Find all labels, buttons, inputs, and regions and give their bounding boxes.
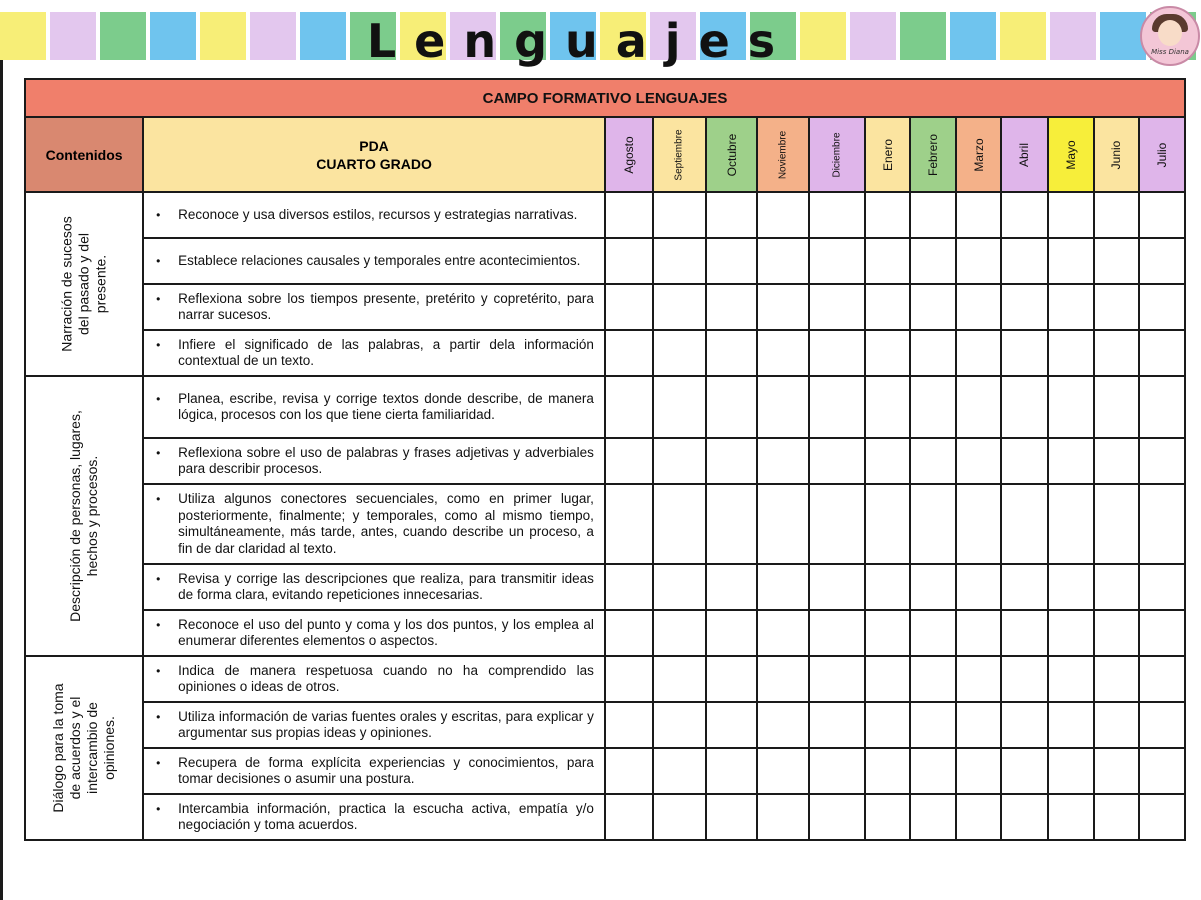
month-check-cell[interactable] (605, 484, 653, 564)
bullet-icon: • (156, 663, 161, 678)
month-check-cell[interactable] (706, 484, 757, 564)
month-check-cell[interactable] (605, 748, 653, 794)
month-check-cell[interactable] (910, 284, 956, 330)
month-check-cell[interactable] (1139, 794, 1185, 840)
month-check-cell[interactable] (956, 376, 1001, 438)
contenido-title-line: Narración de sucesos (58, 216, 75, 352)
contenido-title-line: intercambio de (84, 702, 101, 794)
month-check-cell[interactable] (1139, 284, 1185, 330)
month-check-cell[interactable] (910, 192, 956, 238)
month-check-cell[interactable] (605, 192, 653, 238)
pda-text: Reflexiona sobre el uso de palabras y frases adjetivas y adverbiales para describir procesos. (178, 444, 594, 476)
month-check-cell[interactable] (757, 284, 809, 330)
month-check-cell[interactable] (1139, 656, 1185, 702)
month-label: Julio (1154, 142, 1169, 167)
pda-cell (143, 330, 605, 376)
month-check-cell[interactable] (706, 702, 757, 748)
month-check-cell[interactable] (706, 330, 757, 376)
table-row (25, 794, 1185, 840)
month-check-cell[interactable] (809, 438, 865, 484)
contenido-cell (25, 192, 143, 376)
header-strip-square (1000, 12, 1046, 60)
header-strip-square (1050, 12, 1096, 60)
month-check-cell[interactable] (706, 564, 757, 610)
month-header-6 (910, 117, 956, 192)
avatar-logo (1140, 6, 1200, 66)
month-check-cell[interactable] (1139, 438, 1185, 484)
planning-table (24, 78, 1186, 841)
month-check-cell[interactable] (757, 564, 809, 610)
header-strip-square (250, 12, 296, 60)
contenido-title-line: hechos y procesos. (84, 455, 101, 577)
month-check-cell[interactable] (1001, 484, 1047, 564)
month-check-cell[interactable] (757, 376, 809, 438)
month-check-cell[interactable] (865, 438, 910, 484)
month-check-cell[interactable] (653, 284, 706, 330)
pda-cell (143, 656, 605, 702)
pda-text: Reconoce y usa diversos estilos, recursos y estrategias narrativas. (178, 206, 578, 222)
month-header-5 (865, 117, 910, 192)
month-check-cell[interactable] (809, 238, 865, 284)
month-check-cell[interactable] (653, 238, 706, 284)
month-check-cell[interactable] (757, 484, 809, 564)
month-check-cell[interactable] (706, 794, 757, 840)
month-check-cell[interactable] (809, 610, 865, 656)
month-check-cell[interactable] (1001, 238, 1047, 284)
month-header-1 (653, 117, 706, 192)
pda-text: Recupera de forma explícita experiencias y conocimientos, para tomar decisiones o asumir una postura. (178, 754, 594, 786)
table-row (25, 330, 1185, 376)
month-check-cell[interactable] (956, 238, 1001, 284)
contenido-cell (25, 656, 143, 840)
month-check-cell[interactable] (1094, 610, 1139, 656)
pda-text: Reflexiona sobre los tiempos presente, pretérito y copretérito, para narrar sucesos. (178, 290, 594, 322)
pda-cell (143, 284, 605, 330)
table-row (25, 484, 1185, 564)
month-check-cell[interactable] (910, 748, 956, 794)
month-check-cell[interactable] (956, 438, 1001, 484)
month-check-cell[interactable] (706, 610, 757, 656)
month-check-cell[interactable] (757, 610, 809, 656)
contenido-title-line: opiniones. (101, 716, 118, 780)
month-check-cell[interactable] (605, 438, 653, 484)
month-check-cell[interactable] (910, 656, 956, 702)
bullet-icon: • (156, 755, 161, 770)
pda-cell (143, 192, 605, 238)
month-check-cell[interactable] (605, 376, 653, 438)
bullet-icon: • (156, 617, 161, 632)
pda-cell (143, 238, 605, 284)
month-check-cell[interactable] (706, 192, 757, 238)
month-check-cell[interactable] (809, 192, 865, 238)
month-check-cell[interactable] (956, 192, 1001, 238)
month-check-cell[interactable] (910, 238, 956, 284)
month-check-cell[interactable] (1094, 794, 1139, 840)
month-check-cell[interactable] (956, 564, 1001, 610)
pda-cell (143, 748, 605, 794)
month-check-cell[interactable] (809, 484, 865, 564)
month-check-cell[interactable] (809, 330, 865, 376)
month-header-11 (1139, 117, 1185, 192)
month-check-cell[interactable] (1001, 376, 1047, 438)
bullet-icon: • (156, 291, 161, 306)
pda-header (143, 117, 605, 192)
month-check-cell[interactable] (809, 376, 865, 438)
month-check-cell[interactable] (757, 330, 809, 376)
month-check-cell[interactable] (910, 564, 956, 610)
month-check-cell[interactable] (653, 484, 706, 564)
month-check-cell[interactable] (956, 484, 1001, 564)
month-check-cell[interactable] (1048, 656, 1094, 702)
month-check-cell[interactable] (956, 284, 1001, 330)
month-check-cell[interactable] (809, 702, 865, 748)
month-label: Mayo (1063, 139, 1078, 170)
table-row (25, 238, 1185, 284)
bullet-icon: • (156, 337, 161, 352)
month-check-cell[interactable] (910, 438, 956, 484)
bullet-icon: • (156, 207, 161, 222)
month-header-7 (956, 117, 1001, 192)
month-check-cell[interactable] (910, 610, 956, 656)
month-check-cell[interactable] (1048, 748, 1094, 794)
bullet-icon: • (156, 391, 161, 406)
month-check-cell[interactable] (757, 748, 809, 794)
month-check-cell[interactable] (865, 610, 910, 656)
table-row (25, 192, 1185, 238)
month-check-cell[interactable] (1094, 656, 1139, 702)
month-check-cell[interactable] (605, 656, 653, 702)
pda-text: Utiliza información de varias fuentes orales y escritas, para explicar y argumentar sus propias ideas y opiniones. (178, 708, 594, 740)
month-check-cell[interactable] (757, 794, 809, 840)
month-check-cell[interactable] (706, 376, 757, 438)
month-check-cell[interactable] (1048, 330, 1094, 376)
pda-cell (143, 438, 605, 484)
month-check-cell[interactable] (653, 794, 706, 840)
month-label: Junio (1109, 140, 1124, 169)
month-check-cell[interactable] (1001, 438, 1047, 484)
contenido-title-line: presente. (92, 254, 109, 314)
month-check-cell[interactable] (1001, 192, 1047, 238)
bullet-icon: • (156, 253, 161, 268)
month-header-0 (605, 117, 653, 192)
month-check-cell[interactable] (1139, 610, 1185, 656)
month-header-3 (757, 117, 809, 192)
month-check-cell[interactable] (605, 564, 653, 610)
month-check-cell[interactable] (865, 238, 910, 284)
month-check-cell[interactable] (1139, 330, 1185, 376)
month-label: Marzo (971, 137, 986, 172)
month-check-cell[interactable] (757, 702, 809, 748)
month-check-cell[interactable] (706, 656, 757, 702)
month-check-cell[interactable] (653, 656, 706, 702)
month-header-2 (706, 117, 757, 192)
contenido-title-line: Diálogo para la toma (50, 683, 67, 813)
month-check-cell[interactable] (1139, 238, 1185, 284)
month-check-cell[interactable] (653, 192, 706, 238)
month-check-cell[interactable] (865, 284, 910, 330)
header-strip-square (850, 12, 896, 60)
month-check-cell[interactable] (653, 376, 706, 438)
month-label: Enero (880, 138, 895, 171)
month-header-9 (1048, 117, 1094, 192)
month-check-cell[interactable] (706, 284, 757, 330)
contenido-cell (25, 376, 143, 656)
avatar-face (1158, 20, 1182, 46)
month-check-cell[interactable] (1001, 794, 1047, 840)
table-row (25, 284, 1185, 330)
pda-text: Establece relaciones causales y temporales entre acontecimientos. (178, 252, 581, 268)
month-check-cell[interactable] (1048, 484, 1094, 564)
month-check-cell[interactable] (1139, 376, 1185, 438)
month-check-cell[interactable] (1001, 702, 1047, 748)
pda-cell (143, 376, 605, 438)
pda-header-line1: PDA (359, 137, 389, 154)
month-check-cell[interactable] (809, 564, 865, 610)
month-check-cell[interactable] (1048, 376, 1094, 438)
month-check-cell[interactable] (757, 192, 809, 238)
month-check-cell[interactable] (956, 748, 1001, 794)
bullet-icon: • (156, 492, 161, 506)
month-check-cell[interactable] (809, 656, 865, 702)
header-strip-square (50, 12, 96, 60)
month-check-cell[interactable] (956, 656, 1001, 702)
month-check-cell[interactable] (956, 610, 1001, 656)
month-check-cell[interactable] (910, 702, 956, 748)
month-label: Febrero (926, 133, 941, 176)
month-check-cell[interactable] (653, 438, 706, 484)
month-check-cell[interactable] (1094, 484, 1139, 564)
pda-text: Intercambia información, practica la escucha activa, empatía y/o negociación y toma acuerdos. (178, 800, 594, 832)
month-check-cell[interactable] (1139, 484, 1185, 564)
month-check-cell[interactable] (605, 702, 653, 748)
month-label: Octubre (724, 133, 739, 176)
month-check-cell[interactable] (1001, 748, 1047, 794)
contenido-title-line: del pasado y del (75, 233, 92, 335)
month-check-cell[interactable] (1048, 794, 1094, 840)
contenido-title (50, 683, 118, 812)
month-check-cell[interactable] (1001, 656, 1047, 702)
month-check-cell[interactable] (1094, 564, 1139, 610)
month-check-cell[interactable] (910, 794, 956, 840)
month-check-cell[interactable] (865, 794, 910, 840)
header-strip-square (950, 12, 996, 60)
month-check-cell[interactable] (1094, 438, 1139, 484)
month-check-cell[interactable] (605, 238, 653, 284)
pda-cell (143, 484, 605, 564)
pda-cell (143, 610, 605, 656)
month-check-cell[interactable] (653, 748, 706, 794)
month-check-cell[interactable] (1001, 564, 1047, 610)
month-check-cell[interactable] (1094, 376, 1139, 438)
pda-text: Reconoce el uso del punto y coma y los dos puntos, y los emplea al enumerar diferentes elementos o aspectos. (178, 616, 594, 648)
month-label: Diciembre (831, 131, 843, 178)
bullet-icon: • (156, 445, 161, 460)
month-check-cell[interactable] (653, 702, 706, 748)
month-check-cell[interactable] (809, 284, 865, 330)
contenido-title-line: de acuerdos y el (67, 696, 84, 800)
header-strip-square (150, 12, 196, 60)
month-check-cell[interactable] (865, 656, 910, 702)
month-check-cell[interactable] (1048, 438, 1094, 484)
month-check-cell[interactable] (1094, 330, 1139, 376)
contenido-title (59, 216, 110, 351)
month-header-8 (1001, 117, 1047, 192)
month-check-cell[interactable] (1094, 192, 1139, 238)
month-check-cell[interactable] (1139, 564, 1185, 610)
month-check-cell[interactable] (1048, 192, 1094, 238)
month-check-cell[interactable] (956, 702, 1001, 748)
month-check-cell[interactable] (1094, 284, 1139, 330)
bullet-icon: • (156, 571, 161, 586)
month-check-cell[interactable] (865, 564, 910, 610)
table-row (25, 702, 1185, 748)
month-check-cell[interactable] (605, 330, 653, 376)
pda-cell (143, 564, 605, 610)
month-check-cell[interactable] (653, 610, 706, 656)
month-check-cell[interactable] (1094, 238, 1139, 284)
table-row (25, 656, 1185, 702)
table-row (25, 438, 1185, 484)
table-row (25, 748, 1185, 794)
month-check-cell[interactable] (865, 376, 910, 438)
table-row (25, 564, 1185, 610)
header-strip-square (900, 12, 946, 60)
header-strip-square (0, 12, 46, 60)
month-check-cell[interactable] (706, 748, 757, 794)
month-check-cell[interactable] (865, 484, 910, 564)
campo-formativo-header: CAMPO FORMATIVO LENGUAJES (25, 79, 1185, 117)
pda-text: Utiliza algunos conectores secuenciales, como en primer lugar, posteriormente, finalmente; y temporales, como al mismo tiempo, simultáneamente, más tarde, antes, cuando describe un proceso, a fin de dar claridad al texto. (178, 491, 594, 556)
month-check-cell[interactable] (956, 330, 1001, 376)
month-check-cell[interactable] (757, 656, 809, 702)
header-strip-square (100, 12, 146, 60)
contenido-title (67, 410, 101, 622)
month-header-10 (1094, 117, 1139, 192)
month-check-cell[interactable] (1048, 238, 1094, 284)
month-check-cell[interactable] (605, 794, 653, 840)
month-check-cell[interactable] (865, 192, 910, 238)
month-check-cell[interactable] (1139, 192, 1185, 238)
pda-text: Indica de manera respetuosa cuando no ha comprendido las opiniones o ideas de otros. (178, 662, 594, 694)
month-check-cell[interactable] (865, 330, 910, 376)
month-check-cell[interactable] (865, 702, 910, 748)
month-header-4 (809, 117, 865, 192)
contenido-title-line: Descripción de personas, lugares, (67, 410, 84, 622)
pda-text: Planea, escribe, revisa y corrige textos donde describe, de manera lógica, procesos con los que tiene cierta familiaridad. (178, 390, 594, 422)
table-row (25, 610, 1185, 656)
pda-header-line2: CUARTO GRADO (316, 155, 432, 172)
month-check-cell[interactable] (706, 438, 757, 484)
header-strip-square (300, 12, 346, 60)
month-label: Abril (1017, 142, 1032, 167)
logo-name: Miss Diana (1151, 48, 1189, 56)
month-check-cell[interactable] (1139, 702, 1185, 748)
month-check-cell[interactable] (1048, 284, 1094, 330)
month-check-cell[interactable] (1048, 610, 1094, 656)
month-check-cell[interactable] (956, 794, 1001, 840)
month-check-cell[interactable] (809, 794, 865, 840)
month-check-cell[interactable] (757, 238, 809, 284)
table-row (25, 376, 1185, 438)
month-check-cell[interactable] (865, 748, 910, 794)
left-border (0, 60, 3, 900)
month-check-cell[interactable] (1139, 748, 1185, 794)
month-check-cell[interactable] (910, 484, 956, 564)
header-strip-square (800, 12, 846, 60)
month-check-cell[interactable] (605, 610, 653, 656)
month-check-cell[interactable] (1094, 702, 1139, 748)
month-check-cell[interactable] (1001, 610, 1047, 656)
month-check-cell[interactable] (653, 564, 706, 610)
header-strip-square (200, 12, 246, 60)
pda-text: Revisa y corrige las descripciones que realiza, para transmitir ideas de forma clara, evitando repeticiones innecesarias. (178, 570, 594, 602)
month-check-cell[interactable] (1094, 748, 1139, 794)
month-check-cell[interactable] (1001, 284, 1047, 330)
month-check-cell[interactable] (757, 438, 809, 484)
pda-text: Infiere el significado de las palabras, a partir dela información contextual de un texto. (178, 336, 594, 368)
month-check-cell[interactable] (653, 330, 706, 376)
month-check-cell[interactable] (910, 376, 956, 438)
month-label: Noviembre (777, 130, 789, 179)
pda-cell (143, 794, 605, 840)
month-check-cell[interactable] (605, 284, 653, 330)
contenidos-header: Contenidos (25, 117, 143, 192)
month-check-cell[interactable] (1048, 702, 1094, 748)
pda-cell (143, 702, 605, 748)
page-title: Lenguajes (366, 14, 794, 68)
month-check-cell[interactable] (1048, 564, 1094, 610)
month-check-cell[interactable] (706, 238, 757, 284)
month-label: Septiembre (673, 128, 685, 181)
bullet-icon: • (156, 709, 161, 724)
month-check-cell[interactable] (809, 748, 865, 794)
month-check-cell[interactable] (910, 330, 956, 376)
month-label: Agosto (621, 135, 636, 174)
bullet-icon: • (156, 801, 161, 816)
month-check-cell[interactable] (1001, 330, 1047, 376)
